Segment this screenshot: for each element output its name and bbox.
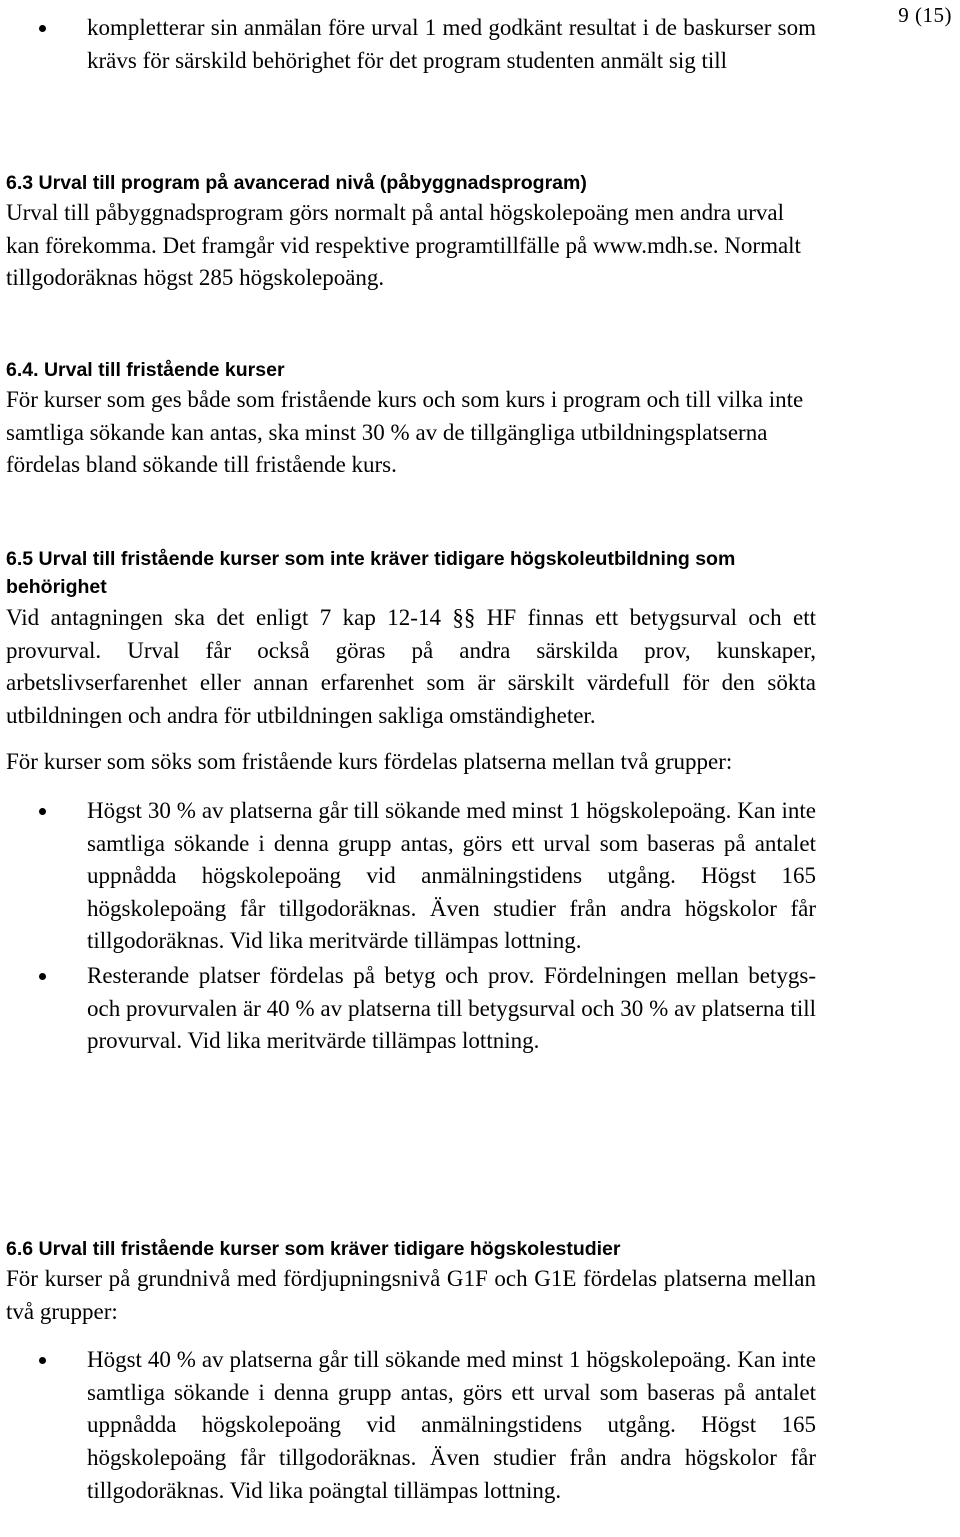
section-6-3 [6,169,816,295]
bullet-icon [39,1357,46,1364]
section-6-5 [6,545,816,1058]
section-heading: 6.6 Urval till fristående kurser som kräver tidigare högskolestudier [6,1238,621,1260]
list-item [6,1344,816,1507]
bullet-icon [39,25,46,32]
list-item-text: Högst 40 % av platserna går till sökande med minst 1 högskolepoäng. Kan inte samtliga sökande i denna grupp antas, görs ett urval som baseras på antalet uppnådda högskolepoäng vid anmälningstidens utgång. Högst 165 högskolepoäng får tillgodoräknas. Även studier från andra högskolor får tillgodoräknas. Vid lika poängtal tillämpas lottning. [87,1347,816,1503]
section-heading: 6.5 Urval till fristående kurser som inte kräver tidigare högskoleutbildning som behörighet [6,548,736,598]
section-6-6 [6,1235,816,1507]
bullet-icon [39,808,46,815]
bullet-icon [39,973,46,980]
section-paragraph: Urval till påbyggnadsprogram görs normalt på antal högskolepoäng men andra urval kan förekomma. Det framgår vid respektive programtillfälle på www.mdh.se. Normalt tillgodoräknas högst 285 högskolepoäng. [6,200,801,291]
section-paragraph: För kurser som ges både som fristående kurs och som kurs i program och till vilka inte samtliga sökande kan antas, ska minst 30 % av de tillgängliga utbildningsplatserna fördelas bland sökande till fristående kurs. [6,387,804,478]
bullet-list [6,1344,816,1507]
list-item [6,960,816,1058]
section-paragraph: För kurser på grundnivå med fördjupningsnivå G1F och G1E fördelas platserna mellan två grupper: [6,1266,816,1324]
list-item [6,795,816,958]
section-heading: 6.3 Urval till program på avancerad nivå (påbyggnadsprogram) [6,172,587,194]
section-6-4 [6,356,816,482]
section-paragraph: För kurser som söks som fristående kurs fördelas platserna mellan två grupper: [6,749,733,775]
list-item-text: Högst 30 % av platserna går till sökande med minst 1 högskolepoäng. Kan inte samtliga sökande i denna grupp antas, görs ett urval som baseras på antalet uppnådda högskolepoäng vid anmälningstidens utgång. Högst 165 högskolepoäng får tillgodoräknas. Även studier från andra högskolor får tillgodoräknas. Vid lika meritvärde tillämpas lottning. [87,797,816,954]
list-item-text: kompletterar sin anmälan före urval 1 med godkänt resultat i de baskurser som krävs för särskild behörighet för det program studenten anmält sig till [87,15,816,73]
bullet-list [6,795,816,1058]
section-heading: 6.4. Urval till fristående kurser [6,359,285,381]
list-item [6,12,816,77]
page-number: 9 (15) [898,3,952,27]
section-paragraph: Vid antagningen ska det enligt 7 kap 12-14 §§ HF finnas ett betygsurval och ett provurval. Urval får också göras på andra särskilda prov, kunskaper, arbetslivserfarenhet eller annan erfarenhet som är särskilt värdefull för den sökta utbildningen och andra för utbildningen sakliga omständigheter. [6,605,816,728]
top-bullet-list [6,12,816,77]
list-item-text: Resterande platser fördelas på betyg och prov. Fördelningen mellan betygs- och provurvalen är 40 % av platserna till betygsurval och 30 % av platserna till provurval. Vid lika meritvärde tillämpas lottning. [87,962,816,1054]
